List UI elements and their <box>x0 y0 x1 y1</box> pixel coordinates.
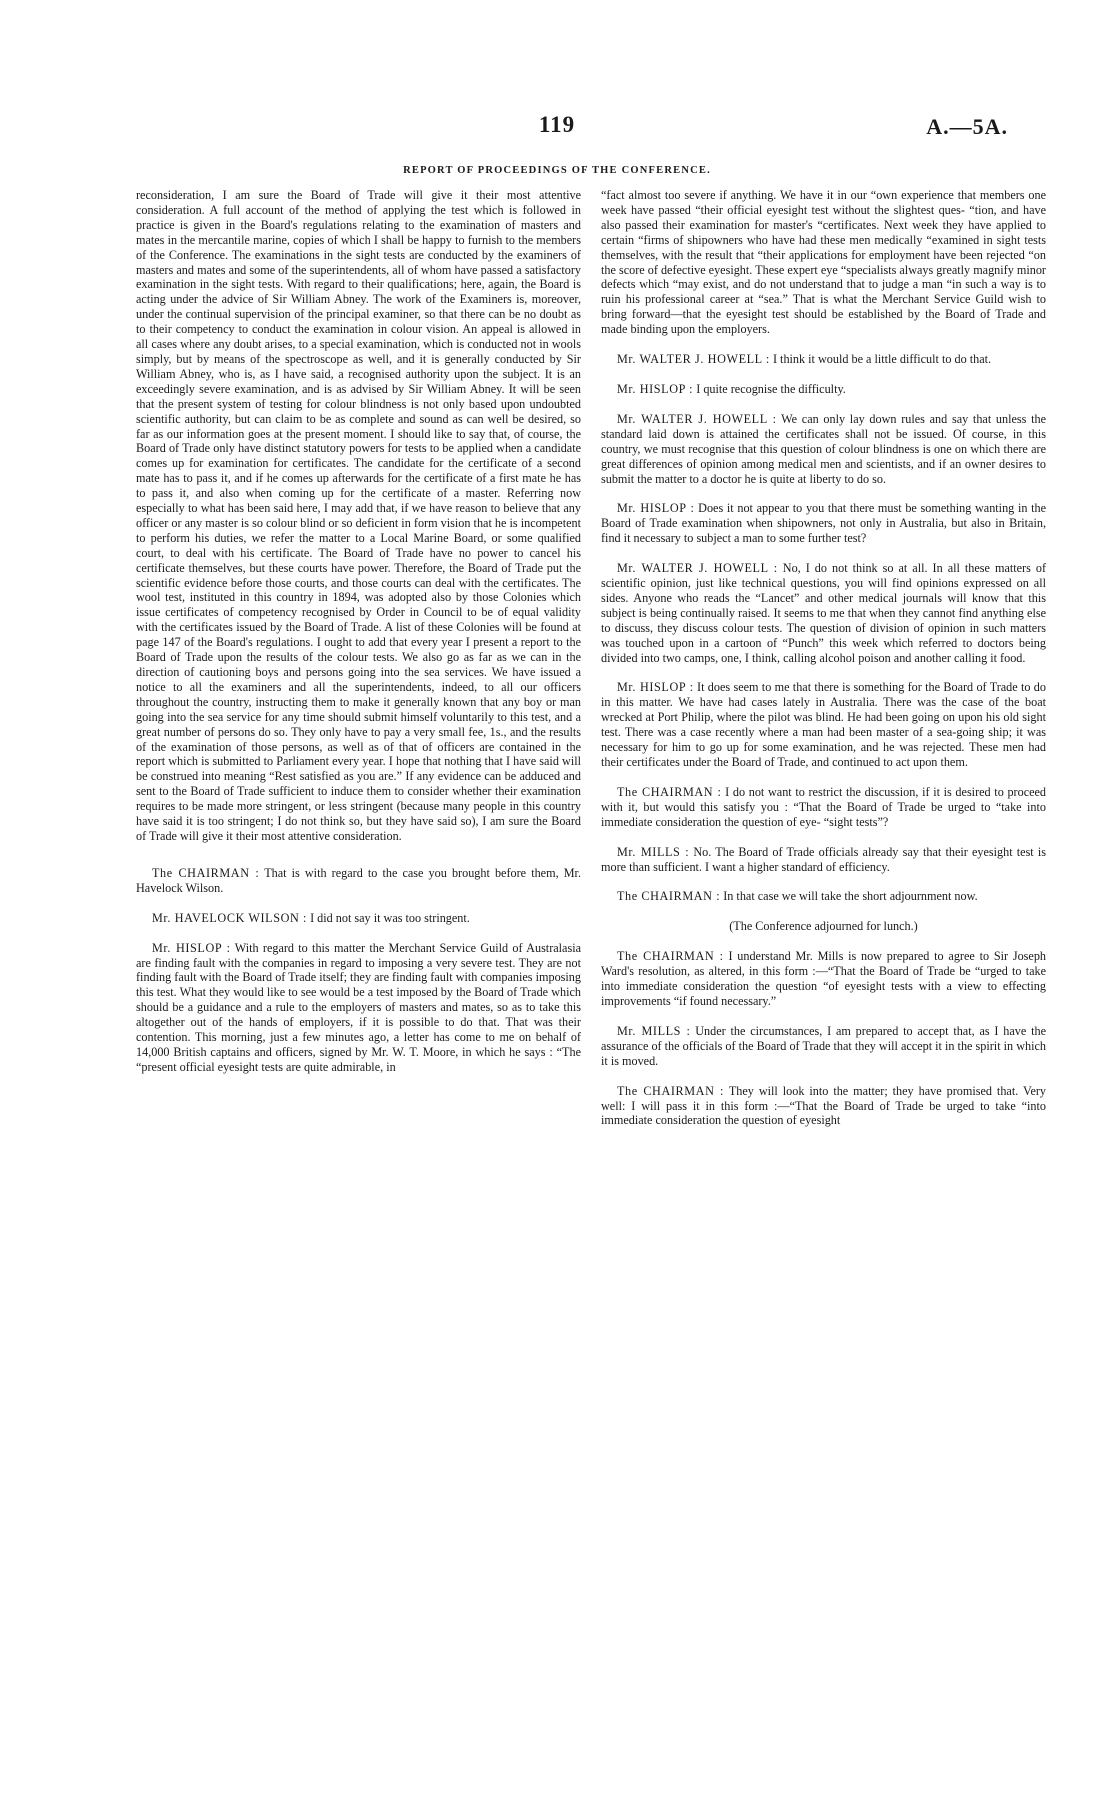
speaker-label: Mr. HISLOP : <box>617 680 694 695</box>
paragraph-text: It does seem to me that there is something for the Board of Trade to do in this matter. We have had cases lately in Australia. There was the case of the boat wrecked at Port Philip, where the pilot was blind. He had been going on upon his old sight test. There was a case recently where a man had been master of a sea-going ship; it was necessary for him to go up for some examination, and he was rejected. These men had their certificates under the Board of Trade, and continued to act upon them. <box>601 680 1046 769</box>
page-reference: A.—5A. <box>926 114 1008 139</box>
paragraph <box>601 1084 1046 1129</box>
paragraph <box>601 188 1046 337</box>
speaker-label: The CHAIRMAN : <box>617 889 721 904</box>
paragraph <box>601 785 1046 830</box>
speaker-label: The CHAIRMAN : <box>617 949 724 964</box>
speaker-label: Mr. HISLOP : <box>617 501 695 516</box>
paragraph <box>136 866 581 896</box>
paragraph-text: “fact almost too severe if anything. We have it in our “own experience that members one week have passed “their official eyesight test without the slightest ques- “tion, and have also passed their examination for master's “certificates. Next week they have applied to certain “firms of shipowners who have had these men medically “examined in sight tests themselves, with the result that “their applications for employment have been rejected “on the score of defective eyesight. These expert eye “specialists always greatly magnify minor defects which “may exist, and do not understand that to judge a man “in such a way is to ruin his professional career at “sea.” That is what the Merchant Service Guild wish to bring forward—that the eyesight test should be established by the Board of Trade and made binding upon the employers. <box>601 188 1046 337</box>
paragraph-text: With regard to this matter the Merchant Service Guild of Australasia are finding fault with the companies in regard to imposing a very severe test. They are not finding fault with the Board of Trade itself; they are finding fault with companies imposing this test. What they would like to see would be a test imposed by the Board of Trade which should be a guidance and a rule to the employers of masters and mates, so as to take this altogether out of the hands of employers, if it is possible to do that. That was their contention. This morning, just a few minutes ago, a letter has come to me on behalf of 14,000 British captains and officers, signed by Mr. W. T. Moore, in which he says : “The “present official eyesight tests are quite admirable, in <box>136 940 581 1074</box>
paragraph-text: We can only lay down rules and say that unless the standard laid down is attained the certificates shall not be issued. Of course, in this country, we must recognise that this question of colour blindness is one on which there are great differences of opinion among medical men and scientists, and if an owner desires to submit the matter to a doctor he is quite at liberty to do so. <box>601 411 1047 486</box>
paragraph-text: They will look into the matter; they have promised that. Very well: I will pass it in this form :—“That the Board of Trade be urged to take “into immediate consideration the question of eyesight <box>601 1083 1047 1128</box>
page-number: 119 <box>538 112 576 137</box>
paragraph <box>136 941 581 1075</box>
paragraph-text: That is with regard to the case you brought before them, Mr. Havelock Wilson. <box>136 865 581 895</box>
paragraph <box>601 845 1046 875</box>
speaker-label: Mr. WALTER J. HOWELL : <box>617 352 770 367</box>
speaker-label: Mr. HISLOP : <box>152 940 231 955</box>
paragraph-text: I think it would be a little difficult to do that. <box>772 352 992 367</box>
speaker-label: Mr. HAVELOCK WILSON : <box>152 910 308 925</box>
paragraph-text: Does it not appear to you that there must be something wanting in the Board of Trade examination when shipowners, not only in Australia, but also in Britain, find it necessary to subject a man to some further test? <box>601 501 1046 546</box>
adjournment-note <box>601 919 1046 934</box>
paragraph <box>601 352 1046 367</box>
paragraph-text: Under the circumstances, I am prepared to accept that, as I have the assurance of the officials of the Board of Trade that they will accept it in the spirit in which it is moved. <box>601 1023 1046 1068</box>
speaker-label: The CHAIRMAN : <box>617 784 722 799</box>
paragraph-text: I quite recognise the difficulty. <box>696 381 846 396</box>
speaker-label: Mr. WALTER J. HOWELL : <box>617 561 778 576</box>
speaker-label: Mr. WALTER J. HOWELL : <box>617 411 777 426</box>
paragraph-text: reconsideration, I am sure the Board of Trade will give it their most attentive consideration. A full account of the method of applying the test which is followed in practice is given in the Board's regulations relating to the examination of masters and mates in the mercantile marine, copies of which I shall be happy to furnish to the members of the Conference. The examinations in the sight tests are conducted by the examiners of masters and mates and some of the superintendents, all of whom have passed a satisfactory examination in the sight tests. With regard to their qualifications; here, again, the Board is acting under the advice of Sir William Abney. The work of the Examiners is, moreover, under the continual supervision of the principal examiner, so that there can be no doubt as to their competency to conduct the examination in colour vision. An appeal is allowed in all cases where any doubt arises, to a special examination, which is conducted not in wools simply, but by means of the spectroscope as well, and it is generally conducted by Sir William Abney, who is, as I have said, a recognised authority upon the subject. It is an exceedingly severe examination, and is as advised by Sir William Abney. It will be seen that the present system of testing for colour blindness is not only based upon undoubted scientific authority, but can claim to be as complete and sound as can well be desired, so far as our information goes at the present moment. I should like to say that, of course, the Board of Trade only have distinct statutory powers for tests to be applied when a candidate comes up for examination for certificates. The candidate for the certificate of a second mate has to pass it, and if he comes up afterwards for the certificate of a first mate he has to pass it, and also when coming up for the certificate of a master. Referring now especially to what has been said here, I may add that, if we have reason to believe that any officer or any master is so colour blind or so deficient in form vision that he is incompetent to perform his duties, we refer the matter to a Local Marine Board, or some qualified court, to deal with his certificate. The Board of Trade have no power to cancel his certificate themselves, but these courts have power. Therefore, the Board of Trade put the scientific evidence before those courts, and those courts can deal with the certificates. The wool test, instituted in this country in 1894, was adopted also by those Colonies which issue certificates of competency recognised by Order in Council to be of equal validity with the certificates issued by the Board of Trade. A list of these Colonies will be found at page 147 of the Board's regulations. I ought to add that every year I present a report to the Board of Trade upon the results of the colour tests. We also go as far as we can in the direction of cautioning boys and persons going into the sea services. We have issued a notice to all the examiners and all the superintendents, indeed, to all our officers throughout the country, instructing them to make it generally known that any boy or man going into the sea service for any time should submit himself voluntarily to this test, and a great number of persons do so. They only have to pay a very small fee, 1s., and the results of the examination of those persons, as well as of that of officers are contained in the report which is submitted to Parliament every year. I hope that nothing that I have said will be construed into meaning “Rest satisfied as you are.” If any evidence can be adduced and sent to the Board of Trade sufficient to induce them to consider whether their examination requires to be made more stringent, or less stringent (because many people in this country have said it is too stringent; I do not think so, but they have said so), I am sure the Board of Trade will give it their most attentive consideration. <box>136 188 581 843</box>
speaker-label: The CHAIRMAN : <box>617 1083 725 1098</box>
paragraph <box>601 412 1046 487</box>
paragraph <box>601 889 1046 904</box>
paragraph <box>601 680 1046 769</box>
paragraph <box>136 911 581 926</box>
paragraph-text: I did not say it was too stringent. <box>310 910 470 925</box>
paragraph <box>601 561 1046 665</box>
paragraph <box>601 949 1046 1009</box>
left-column <box>136 188 581 1075</box>
speaker-label: The CHAIRMAN : <box>152 865 260 880</box>
paragraph-text: I do not want to restrict the discussion, if it is desired to proceed with it, but would this satisfy you : “That the Board of Trade be urged to “take into immediate consideration the question of eye- “sight tests”? <box>601 784 1047 829</box>
right-column <box>601 188 1046 1128</box>
paragraph-text: (The Conference adjourned for lunch.) <box>729 919 918 934</box>
paragraph <box>601 501 1046 546</box>
running-head: REPORT OF PROCEEDINGS OF THE CONFERENCE. <box>403 165 711 176</box>
paragraph <box>136 188 581 844</box>
speaker-label: Mr. HISLOP : <box>617 381 694 396</box>
speaker-label: Mr. MILLS : <box>617 1023 691 1038</box>
paragraph <box>601 382 1046 397</box>
paragraph-text: No. The Board of Trade officials already say that their eyesight test is more than sufficient. I want a higher standard of efficiency. <box>601 844 1047 874</box>
paragraph-text: I understand Mr. Mills is now prepared to agree to Sir Joseph Ward's resolution, as altered, in this form :—“That the Board of Trade be “urged to take into immediate consideration the question “of eyesight tests with a view to effecting improvements “if found necessary.” <box>601 949 1047 1008</box>
paragraph-text: In that case we will take the short adjournment now. <box>723 889 978 904</box>
speaker-label: Mr. MILLS : <box>617 844 690 859</box>
paragraph <box>601 1024 1046 1069</box>
paragraph-text: No, I do not think so at all. In all these matters of scientific opinion, just like technical questions, you will find opinions expressed on all sides. Anyone who reads the “Lancet” and other medical journals will know that this subject is being continually raised. It seems to me that when they cannot find anything else to discuss, they discuss colour tests. The question of division of opinion in such matters was touched upon in a cartoon of “Punch” this week which referred to doctors being divided into two camps, one, I think, calling alcohol poison and another calling it food. <box>601 561 1047 665</box>
